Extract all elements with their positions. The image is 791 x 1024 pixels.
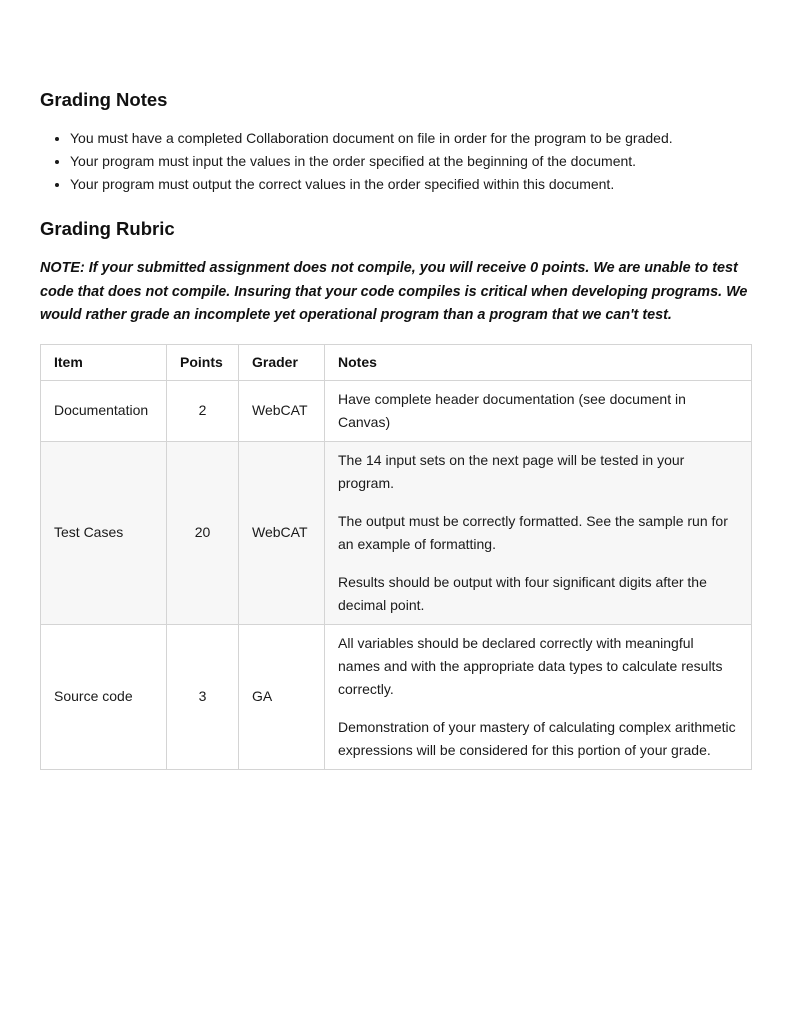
note-paragraph: The output must be correctly formatted. See the sample run for an example of formatting. [338, 512, 728, 552]
cell-item: Source code [41, 624, 167, 769]
compile-note: NOTE: If your submitted assignment does not compile, you will receive 0 points. We are unable to test code that does not compile. Insuring that your code compiles is critical when developing programs. We would rather grade an incomplete yet operational program than a program that we can't test. [40, 260, 748, 323]
note-paragraph: Results should be output with four significant digits after the decimal point. [338, 573, 707, 613]
table-header-row [41, 344, 752, 380]
grading-notes-heading: Grading Notes [40, 89, 168, 110]
cell-notes [325, 380, 752, 441]
grading-rubric-heading: Grading Rubric [40, 218, 175, 239]
grading-note-item: • Your program must input the values in the order specified at the beginning of the document. [70, 150, 752, 173]
cell-grader: WebCAT [239, 380, 325, 441]
grading-note-item: • You must have a completed Collaboration document on file in order for the program to be graded. [70, 127, 752, 150]
table-row [41, 380, 752, 441]
grading-notes-list [40, 127, 752, 196]
cell-notes [325, 441, 752, 624]
header-item: Item [41, 344, 167, 380]
header-notes: Notes [325, 344, 752, 380]
cell-grader: WebCAT [239, 441, 325, 624]
grading-note-item: • Your program must output the correct values in the order specified within this document. [70, 173, 752, 196]
cell-points: 2 [167, 380, 239, 441]
cell-grader: GA [239, 624, 325, 769]
note-paragraph: Have complete header documentation (see document in Canvas) [338, 390, 686, 430]
table-row [41, 441, 752, 624]
table-row [41, 624, 752, 769]
note-paragraph: The 14 input sets on the next page will be tested in your program. [338, 451, 685, 491]
rubric-table [40, 344, 752, 770]
document-page [40, 88, 752, 770]
cell-item: Test Cases [41, 441, 167, 624]
header-grader: Grader [239, 344, 325, 380]
note-paragraph: Demonstration of your mastery of calculating complex arithmetic expressions will be considered for this portion of your grade. [338, 718, 736, 758]
cell-item: Documentation [41, 380, 167, 441]
cell-points: 20 [167, 441, 239, 624]
cell-notes [325, 624, 752, 769]
note-paragraph: All variables should be declared correctly with meaningful names and with the appropriate data types to calculate results correctly. [338, 634, 723, 697]
header-points: Points [167, 344, 239, 380]
cell-points: 3 [167, 624, 239, 769]
